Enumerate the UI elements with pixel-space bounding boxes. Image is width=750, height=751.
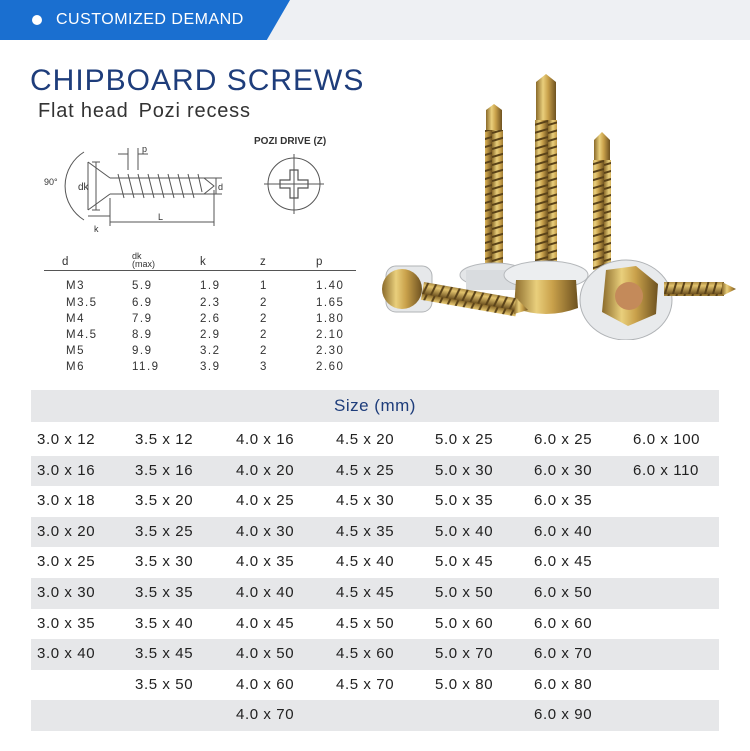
size-row [31, 700, 719, 731]
d-label: d [218, 182, 224, 192]
spec-cell: 2.30 [316, 345, 345, 357]
size-cell: 5.0 x 40 [435, 522, 494, 540]
size-cell: 5.0 x 25 [435, 431, 494, 448]
spec-cell: 1.80 [316, 313, 345, 325]
size-row [31, 639, 719, 670]
size-cell: 4.5 x 45 [336, 583, 395, 601]
spec-row [44, 327, 356, 343]
size-table [31, 425, 719, 731]
spec-cell: 2.9 [200, 329, 221, 341]
spec-cell: M6 [66, 361, 85, 373]
size-cell: 4.0 x 45 [236, 614, 295, 632]
size-cell: 3.0 x 35 [37, 614, 96, 632]
size-row [31, 670, 719, 701]
spec-row [44, 359, 356, 375]
spec-cell: 1.65 [316, 297, 345, 309]
size-cell: 6.0 x 45 [534, 553, 593, 571]
size-cell: 6.0 x 60 [534, 614, 593, 632]
size-cell: 5.0 x 60 [435, 614, 494, 632]
size-row [31, 425, 719, 456]
size-cell: 3.5 x 25 [135, 522, 194, 540]
size-cell: 3.5 x 30 [135, 553, 194, 571]
size-cell: 3.0 x 16 [37, 461, 96, 479]
screw-lying-right [580, 260, 736, 340]
banner-label: CUSTOMIZED DEMAND [56, 11, 244, 28]
spec-cell: 3.2 [200, 345, 221, 357]
spec-cell: 2.10 [316, 329, 345, 341]
p-label: p [142, 144, 148, 154]
spec-cell: 2 [260, 297, 268, 309]
spec-cell: 1.40 [316, 280, 345, 292]
angle-label: 90° [44, 177, 58, 187]
size-cell: 4.0 x 50 [236, 645, 295, 663]
size-cell: 4.5 x 60 [336, 645, 395, 663]
spec-row [44, 343, 356, 359]
size-cell: 4.0 x 35 [236, 553, 295, 571]
size-cell: 4.5 x 40 [336, 553, 395, 571]
size-cell: 4.5 x 35 [336, 522, 395, 540]
spec-cell: 2 [260, 345, 268, 357]
size-cell: 4.5 x 70 [336, 675, 395, 693]
spec-row [44, 311, 356, 327]
recess-type: Pozi recess [138, 100, 251, 122]
spec-cell: 2.60 [316, 361, 345, 373]
size-cell: 3.5 x 40 [135, 614, 194, 632]
size-cell: 4.5 x 50 [336, 614, 395, 632]
top-banner [0, 0, 750, 40]
pozi-drive-icon [262, 152, 326, 216]
size-cell: 5.0 x 80 [435, 675, 494, 693]
spec-cell: 1 [260, 280, 268, 292]
spec-col-dk [132, 244, 200, 271]
product-subtitle [38, 100, 251, 123]
spec-cell: 2 [260, 313, 268, 325]
size-cell: 5.0 x 35 [435, 492, 494, 510]
spec-cell: M3.5 [66, 297, 98, 309]
size-row [31, 486, 719, 517]
size-cell: 4.0 x 40 [236, 583, 295, 601]
size-cell: 4.0 x 25 [236, 492, 295, 510]
bullet-icon [32, 15, 42, 25]
spec-header-row [44, 244, 356, 271]
size-cell: 4.5 x 25 [336, 461, 395, 479]
size-cell: 3.0 x 40 [37, 645, 96, 663]
size-cell: 4.0 x 16 [236, 431, 295, 448]
size-cell: 3.0 x 18 [37, 492, 96, 510]
k-label: k [94, 224, 99, 234]
spec-cell: M4.5 [66, 329, 98, 341]
size-cell: 3.5 x 35 [135, 583, 194, 601]
size-cell: 4.0 x 70 [236, 706, 295, 724]
size-cell: 4.0 x 60 [236, 675, 295, 693]
spec-cell: 2 [260, 329, 268, 341]
spec-table [44, 244, 356, 375]
size-cell: 3.0 x 12 [37, 431, 96, 448]
dk-heading: dk [132, 251, 142, 261]
spec-row [44, 271, 356, 296]
size-row [31, 456, 719, 487]
screw-right [593, 132, 611, 270]
spec-cell: 9.9 [132, 345, 153, 357]
size-row [31, 578, 719, 609]
spec-cell: 1.9 [200, 280, 221, 292]
dk-label: dk [78, 182, 89, 193]
spec-cell: 8.9 [132, 329, 153, 341]
screw-dimension-diagram [44, 140, 234, 236]
size-cell: 4.5 x 20 [336, 431, 395, 448]
spec-cell: 6.9 [132, 297, 153, 309]
size-cell: 6.0 x 110 [633, 461, 700, 479]
spec-cell: 2.3 [200, 297, 221, 309]
spec-col-z: z [260, 244, 316, 271]
spec-cell: M4 [66, 313, 85, 325]
spec-cell: 11.9 [132, 361, 160, 373]
head-type: Flat head [38, 100, 129, 122]
size-table-title: Size (mm) [31, 390, 719, 422]
size-cell: 6.0 x 25 [534, 431, 593, 448]
l-label: L [158, 212, 164, 222]
size-cell: 6.0 x 40 [534, 522, 593, 540]
spec-cell: 7.9 [132, 313, 153, 325]
spec-cell: M5 [66, 345, 85, 357]
spec-cell: 5.9 [132, 280, 153, 292]
pozi-drive-label: POZI DRIVE (Z) [254, 136, 327, 147]
spec-cell: 3.9 [200, 361, 221, 373]
screws-photo [366, 70, 746, 340]
screw-left [460, 104, 528, 290]
size-cell: 5.0 x 45 [435, 553, 494, 571]
spec-cell: 2.6 [200, 313, 221, 325]
size-cell: 5.0 x 50 [435, 583, 494, 601]
size-cell: 3.0 x 30 [37, 583, 96, 601]
size-cell: 5.0 x 70 [435, 645, 494, 663]
size-cell: 6.0 x 80 [534, 675, 593, 693]
size-row [31, 609, 719, 640]
screw-center [504, 74, 588, 314]
size-cell: 6.0 x 70 [534, 645, 593, 663]
size-cell: 3.5 x 16 [135, 461, 194, 479]
size-cell: 3.5 x 45 [135, 645, 194, 663]
product-title: CHIPBOARD SCREWS [30, 64, 365, 97]
size-cell: 6.0 x 100 [633, 431, 701, 448]
size-cell: 3.5 x 50 [135, 675, 194, 693]
size-cell: 6.0 x 30 [534, 461, 593, 479]
spec-col-p: p [316, 244, 356, 271]
size-cell: 6.0 x 35 [534, 492, 593, 510]
size-cell: 5.0 x 30 [435, 461, 494, 479]
spec-col-d: d [44, 244, 132, 271]
spec-row [44, 295, 356, 311]
size-cell: 3.0 x 25 [37, 553, 96, 571]
dk-max-heading: (max) [132, 259, 155, 269]
size-cell: 4.0 x 30 [236, 522, 295, 540]
spec-cell: 3 [260, 361, 268, 373]
size-cell: 3.5 x 12 [135, 431, 194, 448]
size-cell: 6.0 x 50 [534, 583, 593, 601]
size-row [31, 547, 719, 578]
size-cell: 4.0 x 20 [236, 461, 295, 479]
spec-cell: M3 [66, 280, 85, 292]
size-cell: 6.0 x 90 [534, 706, 593, 724]
size-cell: 4.5 x 30 [336, 492, 395, 510]
spec-col-k: k [200, 244, 260, 271]
size-cell: 3.0 x 20 [37, 522, 96, 540]
size-cell: 3.5 x 20 [135, 492, 194, 510]
size-row [31, 517, 719, 548]
